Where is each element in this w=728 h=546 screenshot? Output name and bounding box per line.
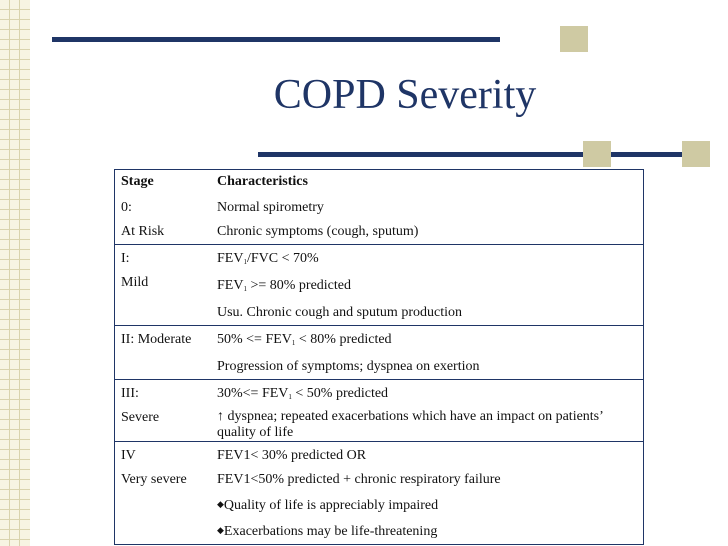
col-header-characteristics: Characteristics bbox=[217, 174, 308, 189]
fev-prefix: FEV bbox=[217, 278, 244, 293]
table-row bbox=[115, 326, 644, 380]
accent-square-bottom-right bbox=[682, 141, 710, 167]
characteristic-line bbox=[217, 492, 637, 518]
stage-label: IV bbox=[121, 448, 136, 463]
characteristic-line bbox=[217, 518, 637, 544]
fev-prefix: 50% <= FEV bbox=[217, 332, 292, 347]
stage-cell bbox=[115, 194, 212, 245]
bullet-icon: ◆ bbox=[217, 525, 224, 535]
bullet-text: Exacerbations may be life-threatening bbox=[223, 524, 438, 539]
table-row bbox=[115, 194, 644, 245]
characteristic-line: ↑ dyspnea; repeated exacerbations which have an impact on patients’ quality of life bbox=[217, 409, 603, 440]
stage-label: 0: bbox=[121, 200, 132, 215]
characteristic-line: FEV1<50% predicted + chronic respiratory failure bbox=[217, 472, 501, 487]
stage-cell bbox=[115, 245, 212, 326]
stage-label: Mild bbox=[121, 275, 149, 290]
table-row bbox=[115, 442, 644, 545]
fev-prefix: 30%<= FEV bbox=[217, 386, 289, 401]
characteristic-line bbox=[217, 247, 637, 274]
characteristic-line: Progression of symptoms; dyspnea on exertion bbox=[217, 359, 480, 374]
characteristics-cell bbox=[211, 442, 644, 545]
fev-subscript: 1 bbox=[291, 339, 296, 347]
characteristics-cell bbox=[211, 326, 644, 380]
stage-label: Severe bbox=[121, 410, 160, 425]
characteristic-line: Normal spirometry bbox=[217, 200, 324, 215]
bottom-accent-bar bbox=[258, 152, 706, 157]
fev-suffix: >= 80% predicted bbox=[246, 278, 351, 293]
fev-suffix: /FVC < 70% bbox=[246, 251, 319, 266]
copd-severity-table bbox=[114, 169, 644, 545]
characteristics-cell bbox=[211, 245, 644, 326]
fev-subscript: 1 bbox=[243, 285, 247, 293]
slide-title: COPD Severity bbox=[273, 72, 537, 118]
characteristic-line bbox=[217, 328, 637, 355]
characteristics-cell bbox=[211, 380, 644, 442]
stage-cell bbox=[115, 442, 212, 545]
stage-label: Very severe bbox=[121, 472, 187, 487]
col-header-stage: Stage bbox=[121, 174, 154, 189]
accent-square-bottom bbox=[583, 141, 611, 167]
decorative-checker-strip bbox=[0, 0, 30, 546]
table-row bbox=[115, 380, 644, 442]
characteristic-line bbox=[217, 274, 637, 301]
fev-suffix: < 50% predicted bbox=[291, 386, 389, 401]
characteristic-line: FEV1< 30% predicted OR bbox=[217, 448, 367, 463]
fev-subscript: 1 bbox=[288, 393, 292, 401]
top-accent-bar bbox=[52, 37, 500, 42]
stage-cell bbox=[115, 326, 212, 380]
stage-label: II: Moderate bbox=[121, 332, 192, 347]
bullet-text: Quality of life is appreciably impaired bbox=[223, 498, 439, 513]
stage-cell bbox=[115, 380, 212, 442]
characteristic-line: Chronic symptoms (cough, sputum) bbox=[217, 224, 419, 239]
characteristic-line: Usu. Chronic cough and sputum production bbox=[217, 305, 462, 320]
fev-suffix: < 80% predicted bbox=[295, 332, 392, 347]
fev-prefix: FEV bbox=[217, 251, 244, 266]
stage-label: At Risk bbox=[121, 224, 165, 239]
characteristic-line bbox=[217, 382, 637, 409]
bullet-icon: ◆ bbox=[217, 499, 224, 509]
accent-square-top bbox=[560, 26, 588, 52]
stage-label: III: bbox=[121, 386, 139, 401]
characteristics-cell bbox=[211, 194, 644, 245]
table-row bbox=[115, 245, 644, 326]
fev-subscript: 1 bbox=[243, 258, 247, 266]
stage-label: I: bbox=[121, 251, 130, 266]
